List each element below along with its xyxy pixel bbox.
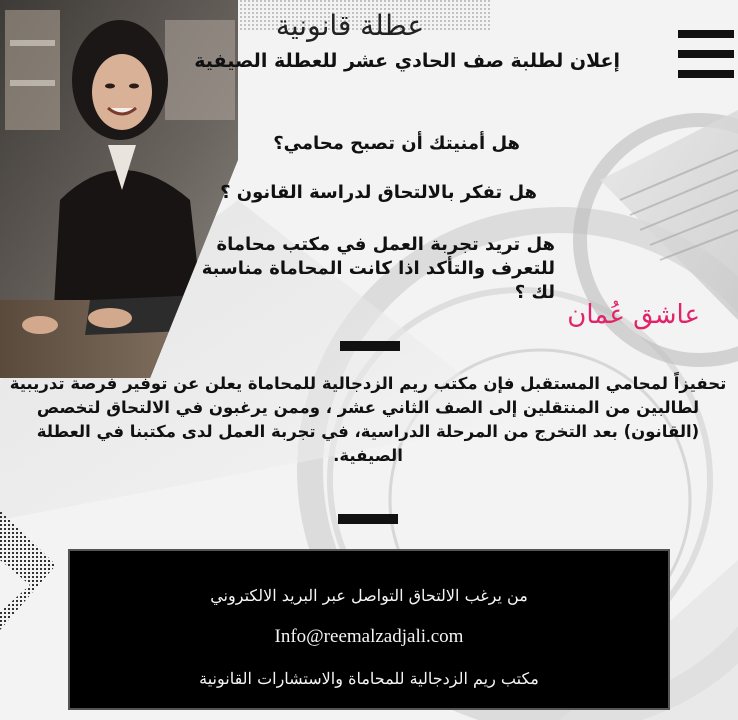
office-name: مكتب ريم الزدجالية للمحاماة والاستشارات القانونية xyxy=(199,669,539,688)
contact-box xyxy=(68,549,670,710)
watermark-text: عاشق عُمان xyxy=(567,300,700,330)
question-study-law: هل تفكر بالالتحاق لدراسة القانون ؟ xyxy=(220,182,537,203)
question-become-lawyer: هل أمنيتك أن تصبح محامي؟ xyxy=(273,133,520,154)
poster-title: عطلة قانونية xyxy=(275,9,425,42)
contact-email-link[interactable]: Info@reemalzadjali.com xyxy=(274,626,464,647)
question-work-experience: هل تريد تجربة العمل في مكتب محاماة للتعرف والتأكد اذا كانت المحاماة مناسبة لك ؟ xyxy=(201,234,555,303)
divider xyxy=(338,514,398,524)
divider xyxy=(340,341,400,351)
announcement-paragraph: تحفيزاً لمحامي المستقبل فإن مكتب ريم الزدجالية للمحاماة يعلن عن توفير فرصة تدريبية لطالبين من المنتقلين إلى الصف الثاني عشر ، وممن يرغبون في الالتحاق لتخصص (القانون) بعد التخرج من المرحلة الدراسية، في تجربة العمل لدى مكتبنا في العطلة الصيفية. xyxy=(9,374,727,465)
poster-subtitle: إعلان لطلبة صف الحادي عشر للعطلة الصيفية xyxy=(194,50,620,72)
contact-instruction: من يرغب الالتحاق التواصل عبر البريد الالكتروني xyxy=(210,586,528,605)
menu-icon[interactable] xyxy=(678,30,734,82)
